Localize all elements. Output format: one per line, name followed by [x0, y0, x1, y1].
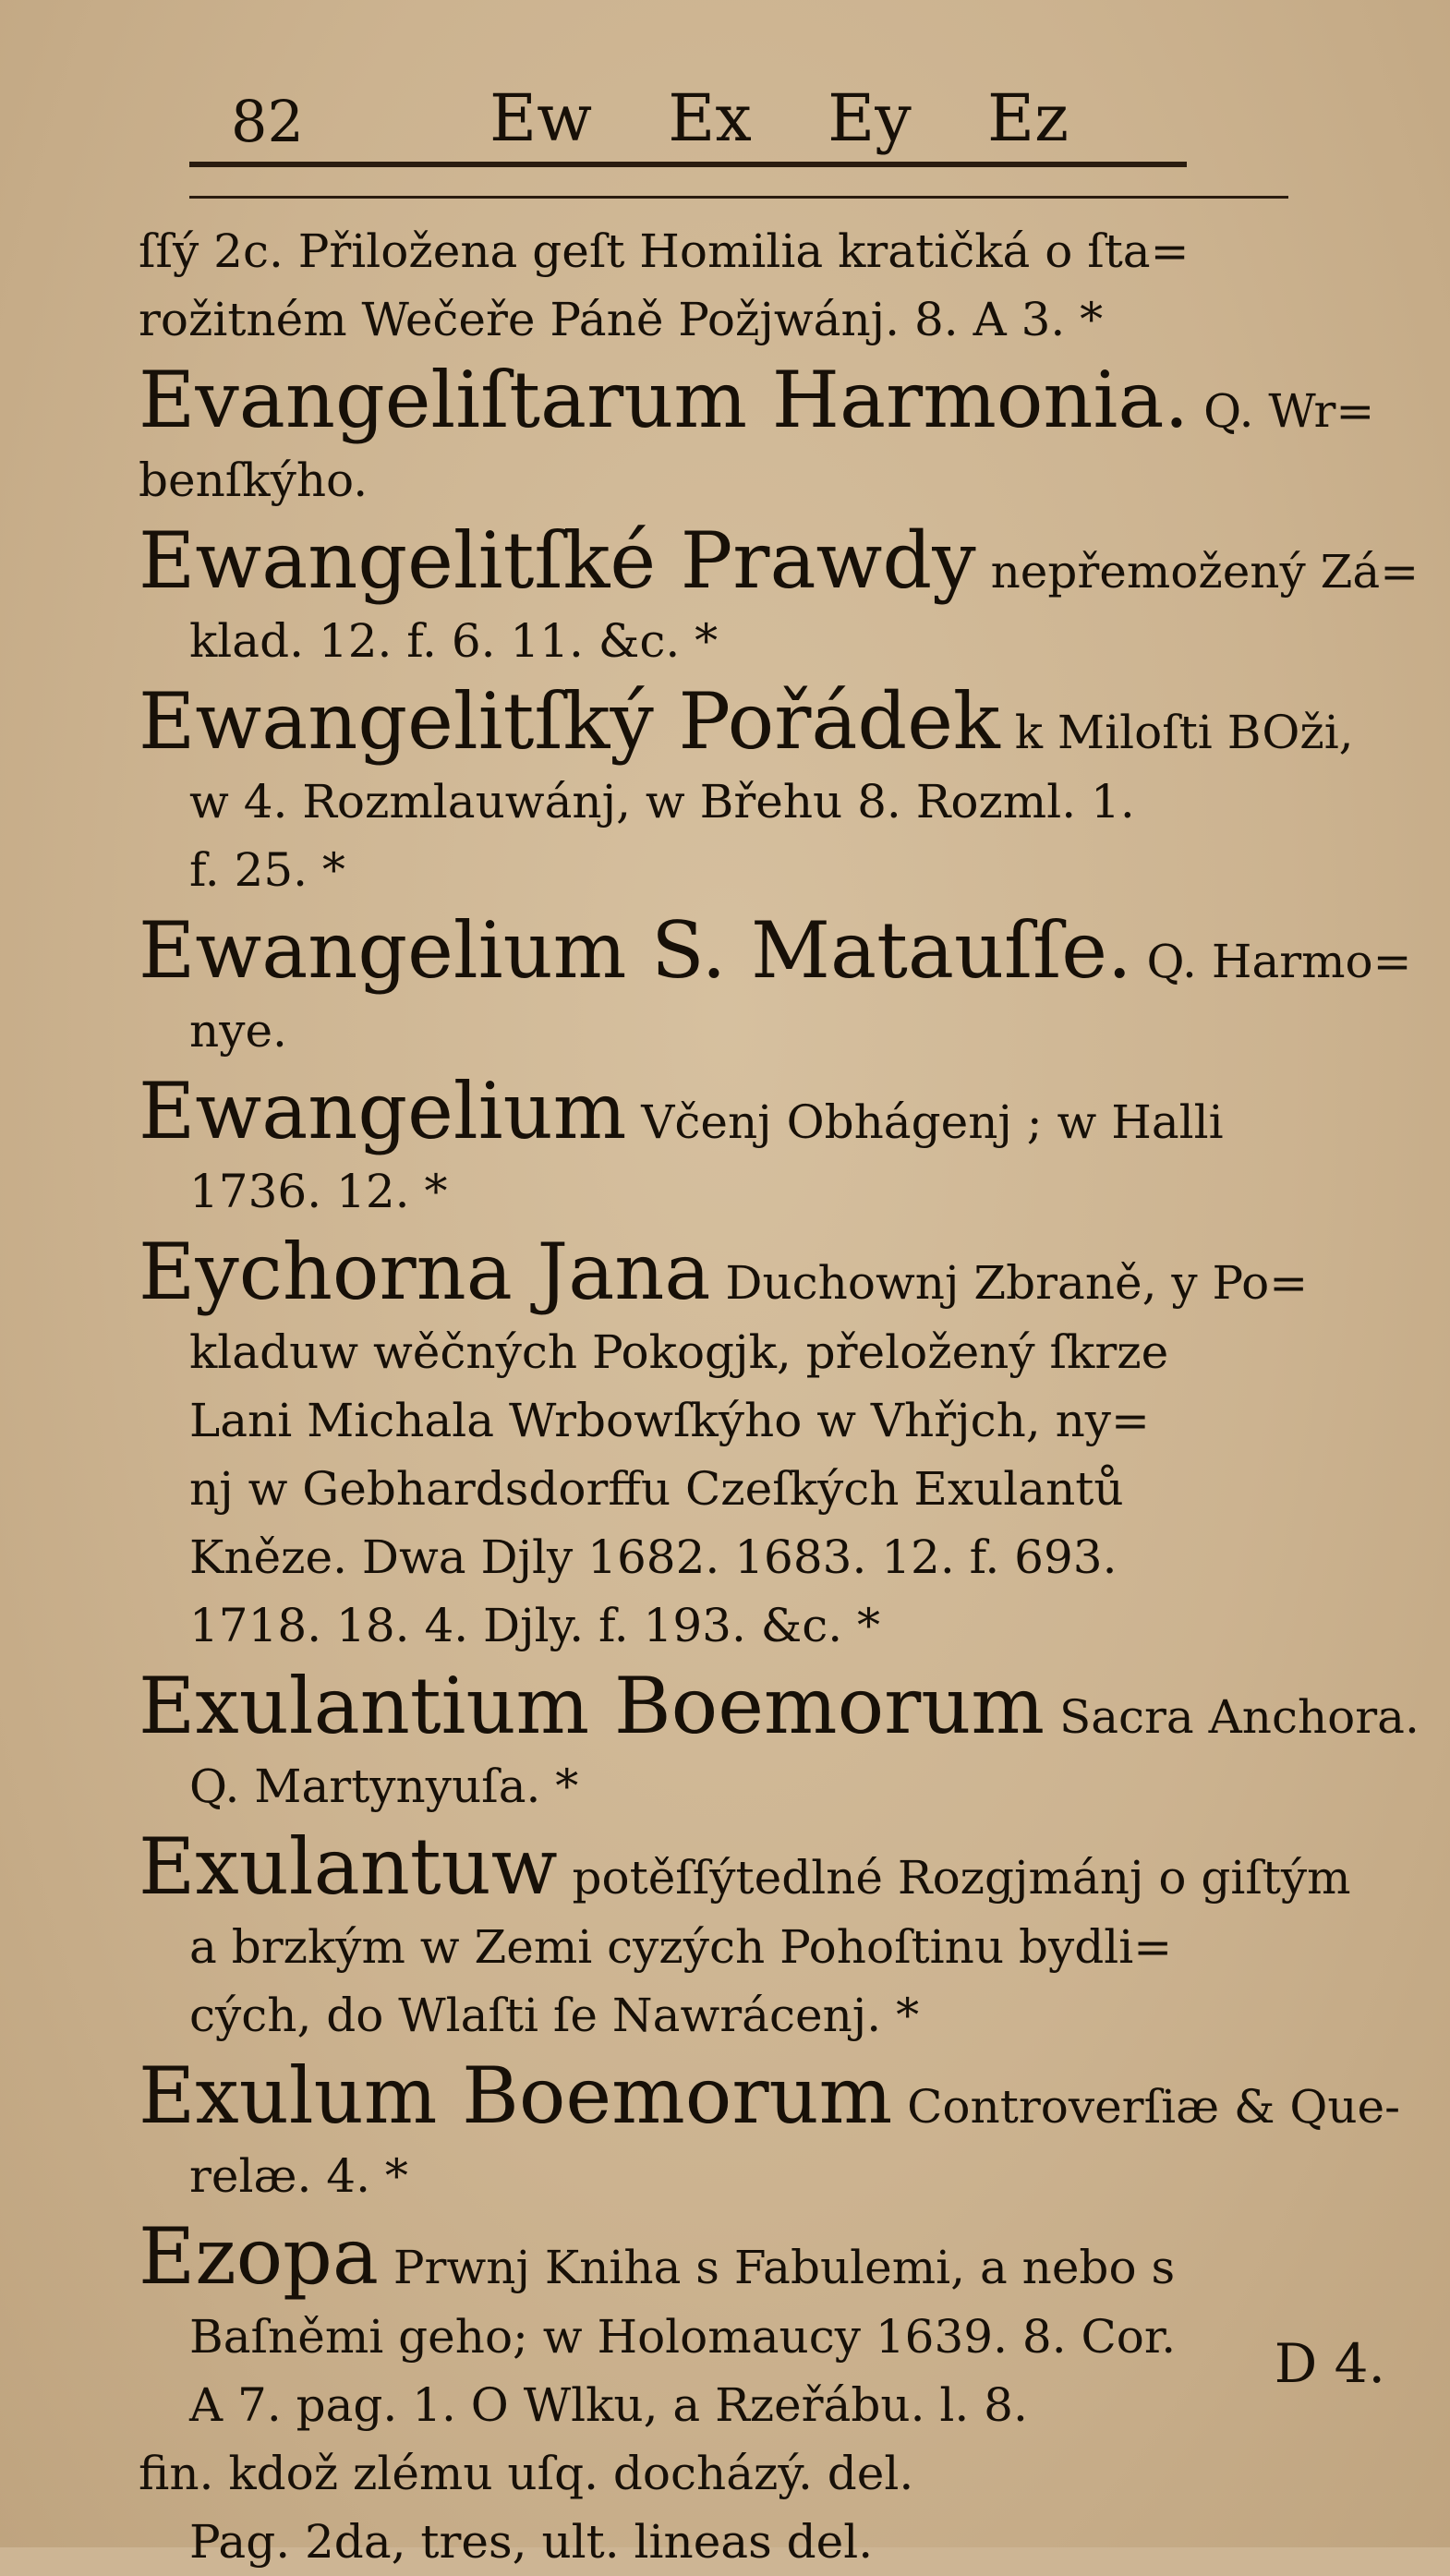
entry-heading: Ewangelitſký Pořádek: [139, 676, 1000, 767]
entry-heading: Exulum Boemorum: [139, 2050, 893, 2141]
entry-heading: Ewangelitſké Prawdy: [139, 515, 976, 606]
entry: [139, 675, 1413, 904]
entry: [139, 217, 1413, 354]
entry-line: ſſý 2c. Přiložena geſt Homilia kratičká o ſta=: [139, 224, 1190, 278]
entry: [139, 354, 1413, 514]
entry-text: Sacra Anchora.: [1058, 1690, 1420, 1744]
entry-text: Duchownj Zbraně, y Po=: [725, 1256, 1309, 1310]
entry-heading: Evangeliſtarum Harmonia.: [139, 355, 1190, 445]
entry-line: a brzkým w Zemi cyzých Pohoſtinu bydli=: [189, 1920, 1173, 1974]
entry-line: 1736. 12. *: [189, 1165, 448, 1218]
header-rule-thick: [189, 162, 1187, 167]
entry-heading: Ezopa: [139, 2211, 379, 2302]
entries: [139, 217, 1420, 2576]
entry-heading: Exulantuw: [139, 1821, 558, 1912]
page-number: 82: [231, 88, 304, 155]
entry-line: kladuw wěčných Pokogjk, přeložený ſkrze: [189, 1325, 1169, 1379]
running-head-word: Ex: [668, 80, 752, 156]
page-header: [212, 80, 1210, 171]
entry-heading: Ewangelium S. Matauſſe.: [139, 905, 1132, 996]
entry-line: klad. 12. f. 6. 11. &c. *: [189, 614, 719, 668]
entry-line: Baſněmi geho; w Holomaucy 1639. 8. Cor.: [189, 2310, 1177, 2364]
entry: [139, 2050, 1413, 2210]
entry-text: k Miloſti BOži,: [1014, 706, 1354, 759]
signature-mark: D 4.: [1274, 2332, 1385, 2395]
entry-text: Q. Wr=: [1203, 384, 1375, 438]
header-rule-thin: [189, 196, 1288, 199]
entry-heading: Ewangelium: [139, 1066, 627, 1156]
entry: [139, 1226, 1413, 1660]
entry-heading: Exulantium Boemorum: [139, 1661, 1045, 1751]
entry-text: potěſſýtedlné Rozgjmánj o giſtým: [572, 1851, 1351, 1905]
entry-text: nepřemožený Zá=: [990, 545, 1420, 599]
entry: [139, 1660, 1420, 1820]
running-head: [489, 80, 1124, 156]
entry-line: benſkýho.: [139, 454, 369, 507]
entry: [139, 2210, 1413, 2576]
entry-line: nj w Gebhardsdorffu Czeſkých Exulantů: [189, 1462, 1124, 1516]
entry: [139, 514, 1420, 675]
entry-line: A 7. pag. 1. O Wlku, a Rzeřábu. l. 8.: [189, 2378, 1028, 2432]
entry: [139, 1820, 1413, 2050]
entry-line: Kněze. Dwa Djly 1682. 1683. 12. f. 693.: [189, 1530, 1118, 1584]
entry: [139, 1065, 1413, 1226]
entry-line: cých, do Wlaſti ſe Nawrácenj. *: [189, 1989, 920, 2042]
entry-line: w 4. Rozmlauwánj, w Břehu 8. Rozml. 1.: [189, 775, 1135, 828]
entry-text: Prwnj Kniha s Fabulemi, a nebo s: [393, 2241, 1176, 2294]
entry-heading: Eychorna Jana: [139, 1227, 711, 1317]
running-head-word: Ez: [987, 80, 1069, 156]
entry-line: fin. kdož zlému uſq. docházý. del.: [139, 2447, 914, 2500]
entry-line: Lani Michala Wrbowſkýho w Vhřjch, ny=: [189, 1394, 1150, 1447]
entry-line: Pag. 2da, tres, ult. lineas del.: [189, 2515, 874, 2569]
running-head-word: Ew: [489, 80, 593, 156]
running-head-word: Ey: [828, 80, 912, 156]
entry-text: Včenj Obhágenj ; w Halli: [641, 1095, 1224, 1149]
entry-line: rožitném Wečeře Páně Požjwánj. 8. A 3. *: [139, 293, 1104, 346]
entry: [139, 904, 1413, 1065]
entry-text: Q. Harmo=: [1146, 935, 1412, 988]
entry-line: 1718. 18. 4. Djly. f. 193. &c. *: [189, 1599, 881, 1652]
entry-line: f. 25. *: [189, 843, 345, 897]
entry-line: Q. Martynyuſa. *: [189, 1760, 579, 1813]
entry-line: nye.: [189, 1004, 287, 1058]
entry-line: relæ. 4. *: [189, 2149, 408, 2203]
entry-text: Controverſiæ & Que-: [907, 2080, 1401, 2134]
